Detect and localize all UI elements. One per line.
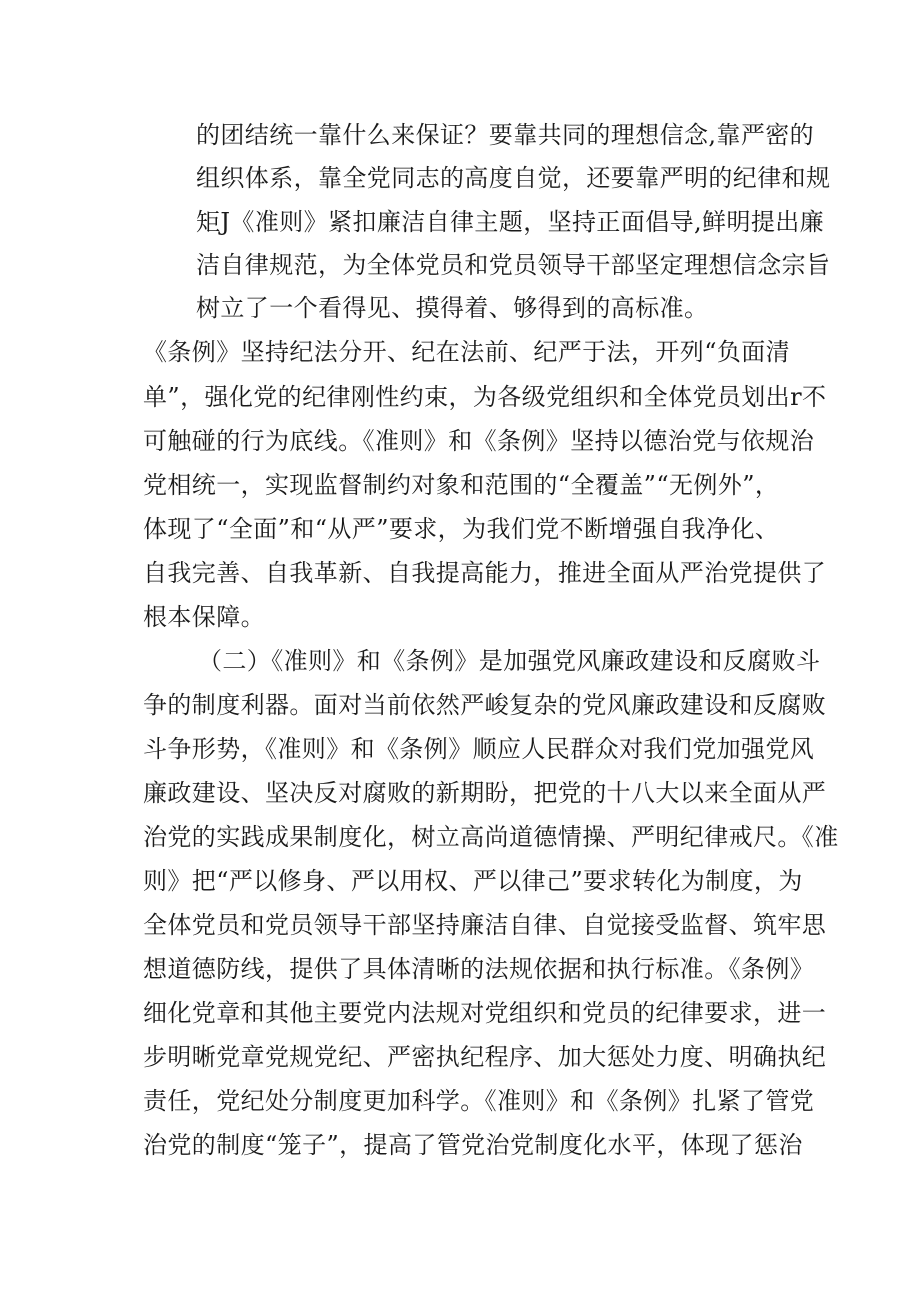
text-line: 全体党员和党员领导干部坚持廉洁自律、自觉接受监督、筑牢思 [143, 911, 827, 939]
text-line: 矩J《准则》紧扣廉洁自律主题，坚持正面倡导,鲜明提出廉 [196, 208, 825, 236]
text-line: 根本保障。 [143, 603, 265, 631]
text-line: 步明晰党章党规党纪、严密执纪程序、加大惩处力度、明确执纪 [143, 1043, 827, 1071]
text-line: 细化党章和其他主要党内法规对党组织和党员的纪律要求，进一 [143, 999, 827, 1027]
text-line: 《条例》坚持纪法分开、纪在法前、纪严于法，开列“负面清 [143, 338, 791, 366]
text-line: 可触碰的行为底线。《准则》和《条例》坚持以德治党与依规治 [143, 427, 815, 455]
text-line: 单”，强化党的纪律刚性约束，为各级党组织和全体党员划出r不 [143, 383, 827, 411]
text-line: 树立了一个看得见、摸得着、够得到的高标准。 [196, 294, 709, 322]
text-line: 想道德防线，提供了具体清晰的法规依据和执行标准。《条例》 [143, 955, 815, 983]
text-line: 治党的制度“笼子”，提高了管党治党制度化水平，体现了惩治 [143, 1131, 803, 1159]
text-line: 斗争形势，《准则》和《条例》顺应人民群众对我们党加强党风 [143, 735, 815, 763]
text-line: 党相统一，实现监督制约对象和范围的“全覆盖”“无例外”， [143, 471, 780, 499]
text-line: 组织体系，靠全党同志的高度自觉，还要靠严明的纪律和规 [196, 164, 831, 192]
text-line: 争的制度利器。面对当前依然严峻复杂的党风廉政建设和反腐败 [143, 691, 827, 719]
text-line: 的团结统一靠什么来保证？要靠共同的理想信念,靠严密的 [196, 121, 815, 149]
paragraph-heading-line: （二）《准则》和《条例》是加强党风廉政建设和反腐败斗 [198, 647, 821, 675]
text-line: 责任，党纪处分制度更加科学。《准则》和《条例》扎紧了管党 [143, 1087, 815, 1115]
text-line: 则》把“严以修身、严以用权、严以律己”要求转化为制度，为 [143, 867, 803, 895]
text-line: 治党的实践成果制度化，树立高尚道德情操、严明纪律戒尺。《准 [143, 823, 839, 851]
text-line: 自我完善、自我革新、自我提高能力，推进全面从严治党提供了 [143, 559, 827, 587]
text-line: 廉政建设、坚决反对腐败的新期盼，把党的十八大以来全面从严 [143, 779, 827, 807]
text-line: 洁自律规范，为全体党员和党员领导干部坚定理想信念宗旨 [196, 251, 831, 279]
text-line: 体现了“全面”和“从严”要求，为我们党不断增强自我净化、 [143, 515, 780, 543]
